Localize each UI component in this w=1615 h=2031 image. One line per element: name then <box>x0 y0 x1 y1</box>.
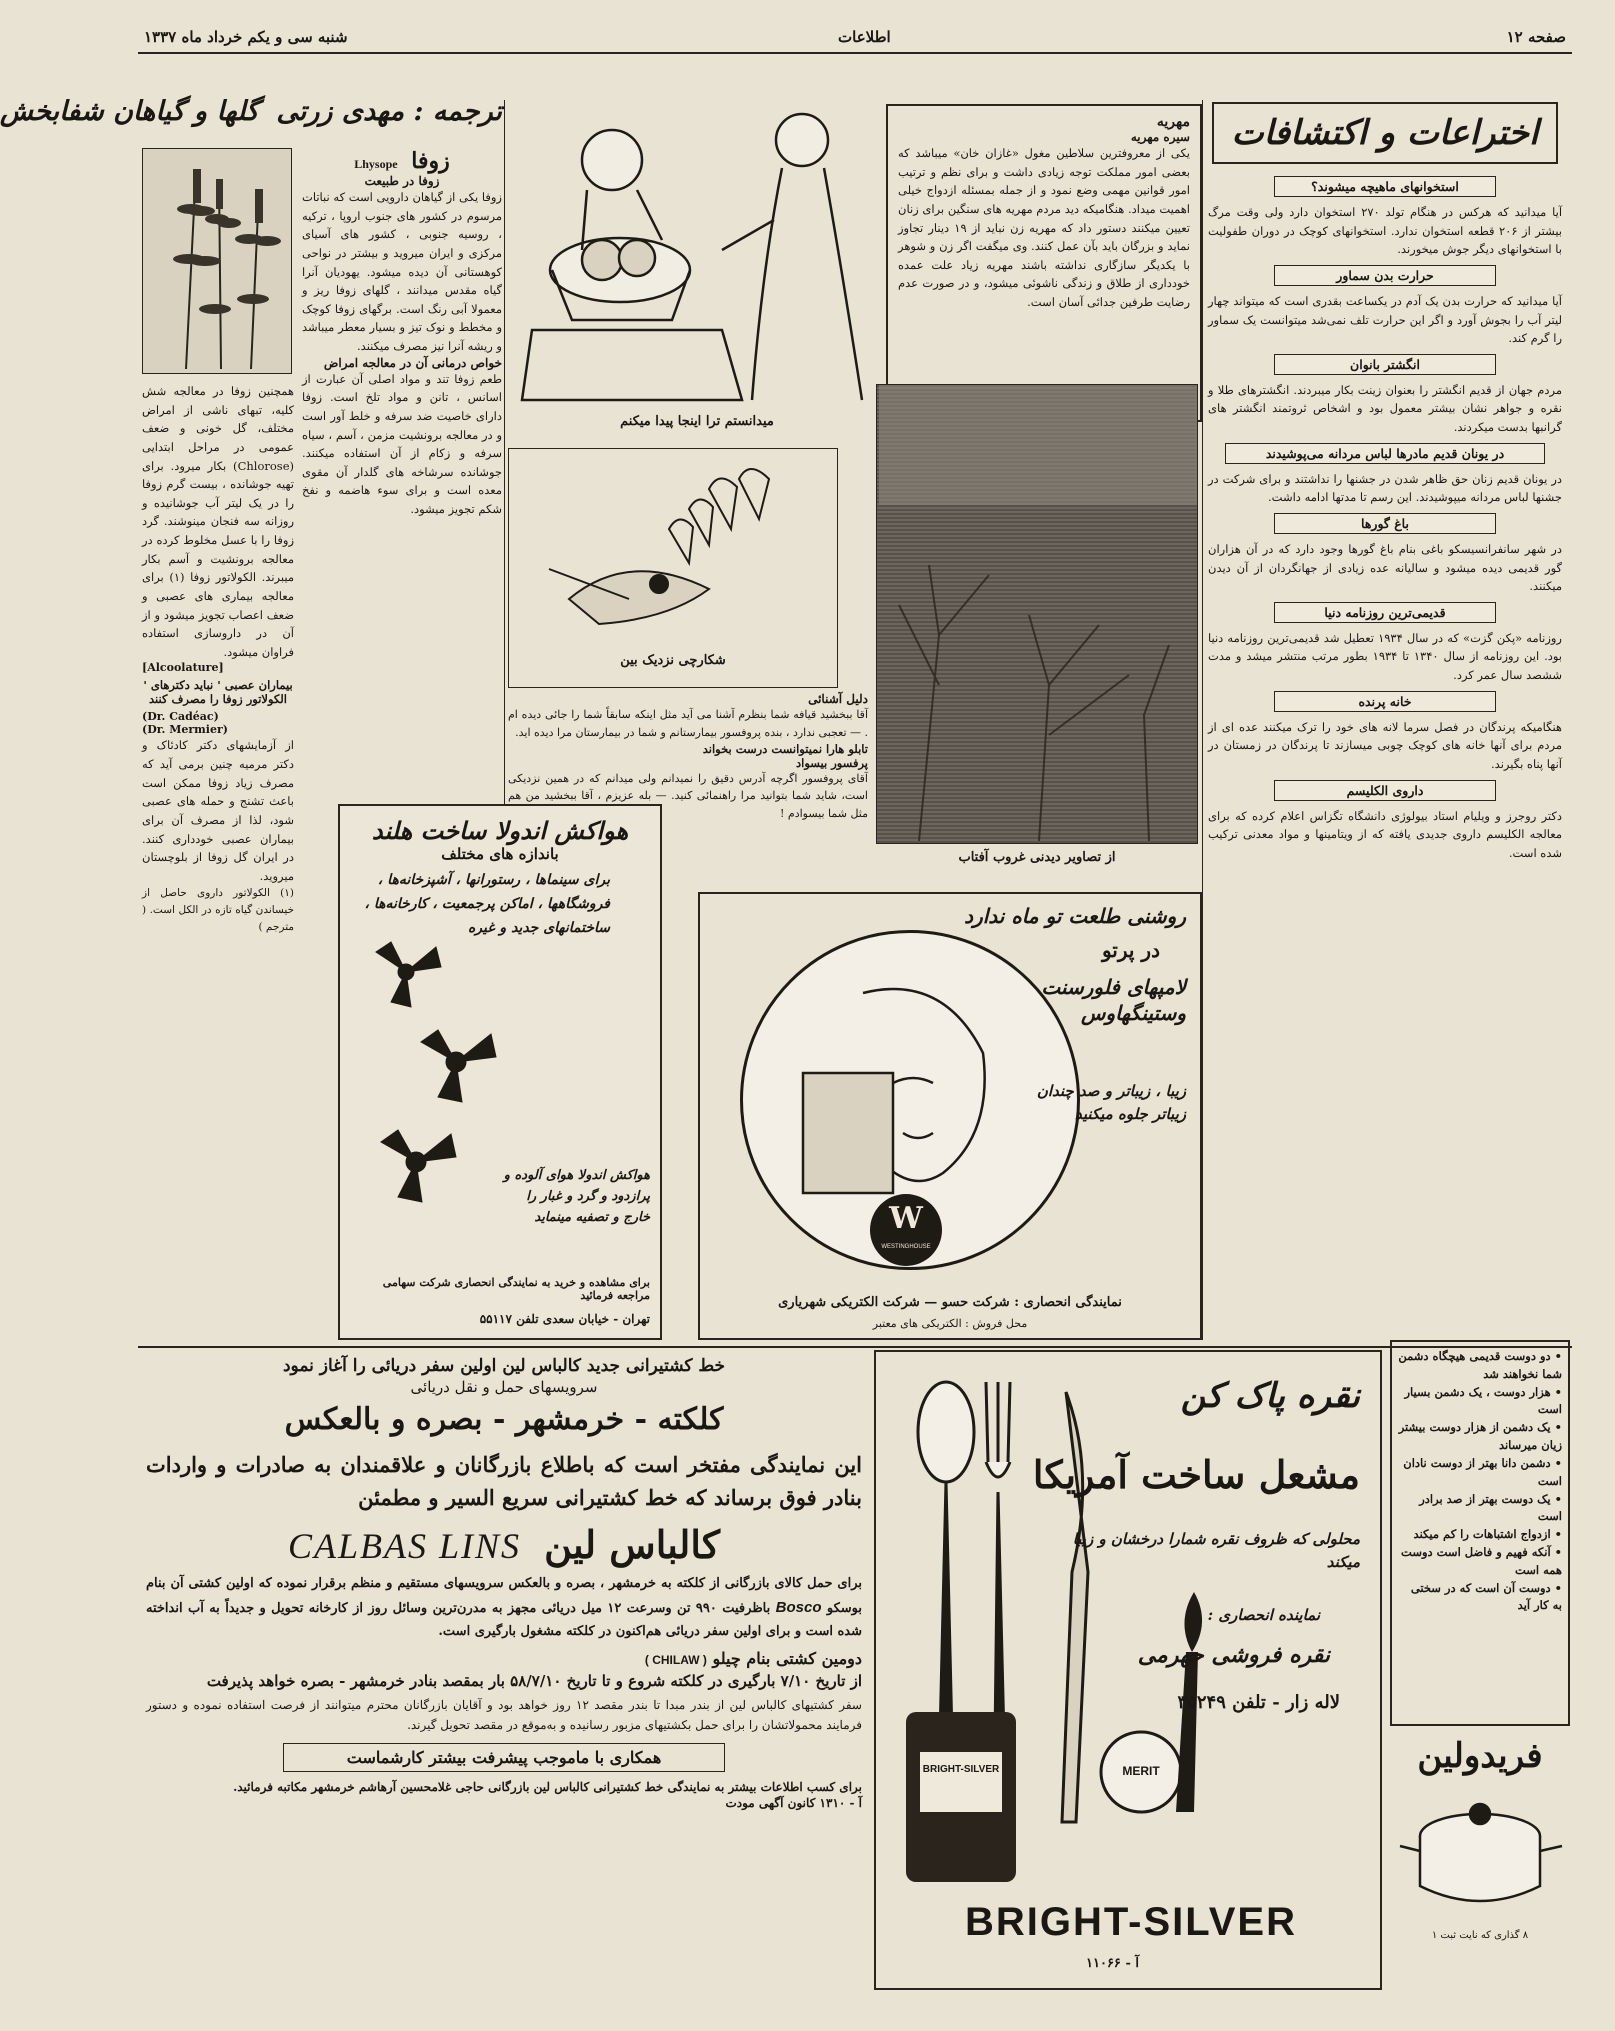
doctor-name: (Dr. Cadéac) <box>142 710 219 724</box>
masthead-rule <box>138 52 1572 54</box>
quotes-box <box>1390 1340 1570 1726</box>
fact-text: آیا میدانید که حرارت بدن یک آدم در یکساعت بقدری است که میتواند چهار لیتر آب را بجوش آورد و اگر این حرارت تلف نمی‌شد میتوانست یک سماور را گرم کند. <box>1208 293 1562 346</box>
fact-heading: در یونان قدیم مادرها لباس مردانه می‌پوشیدند <box>1225 443 1546 464</box>
quote-item: • هزار دوست ، یک دشمن بسیار است <box>1398 1384 1562 1420</box>
ship-body: برای حمل کالای بازرگانی از کلکته به خرمشهر ، بصره و بالعکس سرویسهای مستقیم و منظم برقرار نموده که اولین کشتی آن بنام بوسکو Bosco باظرفیت ۹۹۰ تن وسرعت ۱۲ میل دریائی مجهز به مدرن‌ترین وسائل روز از کارخانه تحویل و جدیداً به آب انداخته شده است و برای اولین سفر دریائی هم‌اکنون در کلکته مشغول بارگیری است. <box>146 1576 862 1639</box>
quote-item: • آنکه فهیم و فاضل است دوست همه است <box>1398 1544 1562 1580</box>
fact-heading: حرارت بدن سماور <box>1274 265 1495 286</box>
facts-title: اختراعات و اکتشافات <box>1212 102 1558 164</box>
mehrieh-article <box>886 104 1202 422</box>
fact-text: در شهر سانفرانسیسکو باغی بنام باغ گورها وجود دارد که در آن هزاران گور قدیمی دیده میشود و سالیانه عده زیادی از جهانگردان از آن دیدن میکنند. <box>1208 541 1562 594</box>
ship-body: سفر کشتیهای کالباس لین از بندر مبدا تا بندر مقصد ۱۲ روز خواهد بود و آقایان بازرگانان محترم میتوانند از فرصت استفاده نموده و دستور فرمایند محمولاتشان را برای حمل بکشتیهای مزبور رسانیده و به‌موقع در مقصد تحویل گیرند. <box>146 1698 862 1732</box>
fact-text: هنگامیکه پرندگان در فصل سرما لانه های خود را ترک میکنند عده ای از مردم برای آنها خانه های کوچک چوبی میسازند تا پرندگان در زمستان در آنها پناه بگیرند. <box>1208 719 1562 771</box>
cartoon-drawing <box>509 449 837 649</box>
fact-text: دکتر روجرز و ویلیام استاد بیولوژی دانشگاه تگزاس اعلام کرده که برای معالجه الکلیسم داروی جدیدی یافته که از ویتامینها و مواد معدنی ترکیب شده است. <box>1208 808 1562 860</box>
herbs-col-left <box>142 382 294 1338</box>
ad-slogan: هواکش اندولا هوای آلوده و پرازدود و گرد و غبار را خارج و تصفیه مینماید <box>503 1168 650 1225</box>
fact-heading: خانه پرنده <box>1274 691 1495 712</box>
ship-intro: این نمایندگی مفتخر است که باطلاع بازرگانان و علاقمندان به صادرات و واردات بنادر فوق برساند که خط کشتیرانی سریع السیر و مطمئن <box>146 1452 862 1510</box>
fact-item <box>1208 265 1562 348</box>
footnote: (۱) الکولاتور داروی حاصل از خیساندن گیاه تازه در الکل است. ( مترجم ) <box>142 887 294 934</box>
cartoon-drawing <box>512 100 882 410</box>
silver-polish-ad <box>874 1350 1382 1990</box>
cooking-pot-icon <box>1390 1776 1570 1926</box>
cartoon-caption: میدانستم ترا اینجا پیدا میکنم <box>620 414 774 429</box>
ad-rep: برای مشاهده و خرید به نمایندگی انحصاری شرکت سهامی مراجعه فرمائید <box>382 1276 650 1302</box>
section-heading: خواص درمانی آن در معالجه امراض <box>323 355 502 370</box>
silver-rep: نماینده انحصاری : <box>1207 1606 1320 1624</box>
issue-date: شنبه سی و یکم خرداد ماه ۱۳۳۷ <box>144 28 348 46</box>
herbs-text: همچنین زوفا در معالجه شش کلیه، تبهای ناشی از امراض مختلف، گل خونی و ضعف عمومی در مراحل ابتدایی (Chlorose) بکار میرود. برای تهیه جوشانده ، بیست گرم زوفا را در یک لیتر آب جوشانیده و روزانه سه فنجان مینوشند. گرد زوفا را با عسل مخلوط کرده در معالجه برونشیت و آسم بکار میبرند. الکولاتور زوفا (۱) برای معالجه بیماری های عصبی و ضعف اعصاب تجویز میشود و از آن در داروسازی استفاده فراوان میشود. <box>142 384 294 659</box>
fact-text: روزنامه «پکن گزت» که در سال ۱۹۳۴ تعطیل شد قدیمی‌ترین روزنامه دنیا بود. این روزنامه از سال ۱۳۴۰ تا ۱۹۳۴ بطور مرتب منتشر میشد و مدت ششصد سال عمر کرد. <box>1208 630 1563 682</box>
fact-text: در یونان قدیم زنان حق ظاهر شدن در جشنها را نداشتند و برای شرکت در جشنها لباس مردانه میپوشیدند. این رسم تا مدتها ادامه داشت. <box>1208 471 1562 505</box>
comic-caption: ۸ گذاری که نایت ثبت ۱ <box>1431 1930 1529 1941</box>
quote-item: • دوست آن است که در سختی به کار آید <box>1398 1580 1562 1616</box>
ship-banner: همکاری با ماموجب پیشرفت بیشتر کارشماست <box>283 1743 725 1772</box>
doctor-name: (Dr. Mermier) <box>142 723 228 737</box>
silver-code: آ - ۱۱۰۶۶ <box>1086 1956 1139 1971</box>
plant-name: زوفا Lhysope <box>354 148 450 174</box>
fact-heading: استخوانهای ماهیچه میشوند؟ <box>1274 176 1495 197</box>
article-text: یکی از معروفترین سلاطین مغول «غازان خان» میباشد که بعضی امور مملکت توجه زیادی داشت و برای نظم و ترتیب امور قوانین مهمی وضع نمود و از جمله بمسئله ازدواج خیلی اهمیت میداد. هنگامیکه دید مردم مهریه های سنگین برای زنان تعیین میکنند دستور داد که مهریه زن نباید از ۱۹ دینار تجاوز نماید و بزرگان باید بآن عمل کنند. وی میگفت اگر زن و شوهر با یکدیگر سازگاری نداشته باشند مهریه زیاد علت عمده خودداری از طلاق و زندگی ناشوئی میشود، و در صورت عدم رضایت طرفین جدائی آسان است. <box>898 146 1190 309</box>
article-title: مهریه <box>1156 114 1190 130</box>
fact-heading: باغ گورها <box>1274 513 1495 534</box>
ship-code: آ - ۱۳۱۰ کانون آگهی مودت <box>725 1796 862 1811</box>
cartoon-caption: شکارچی نزدیک بین <box>620 653 726 668</box>
silver-address: لاله زار - تلفن ۳۵۲۴۹ <box>1177 1692 1340 1713</box>
ship-headline: خط کشتیرانی جدید کالباس لین اولین سفر دریائی را آغاز نمود <box>282 1356 726 1376</box>
silver-desc: محلولی که ظروف نقره شمارا درخشان و زیبا میکند <box>1072 1530 1360 1571</box>
ad-sizes: باندازه های مختلف <box>441 845 559 863</box>
alcoolature-term: [Alcoolature] <box>142 661 224 675</box>
fan-icon <box>366 922 506 1222</box>
bulb-slogan: زیبا ، زیباتر و صد چندان زیباتر جلوه میکنید <box>1036 1082 1186 1123</box>
cutlery-icon <box>876 1352 1380 1992</box>
silver-shop: نقره فروشی جهرمی <box>1137 1642 1330 1668</box>
quote-item: • دشمن دانا بهتر از دوست نادان است <box>1398 1455 1562 1491</box>
herbs-text: طعم زوفا تند و مواد اصلی آن عبارت از اسانس ، تانن و مواد تلخ است. زوفا دارای خاصیت ضد سرفه و خلط آور است و در معالجه برونشیت مزمن ، آسم ، سیاه سرفه و زکام از آن استفاده میکنند. جوشانده سرشاخه های گلدار آن مقوی معده است و برای سوء هاضمه و نفخ شکم تجویز میشود. <box>302 371 502 516</box>
silver-brand: مشعل ساخت آمریکا <box>1032 1452 1360 1497</box>
ship-dates: از تاریخ ۷/۱۰ بارگیری در کلکته شروع و تا تاریخ ۵۸/۷/۱۰ بار بمقصد بنادر خرمشهر - بصره خواهد پذیرفت <box>206 1671 862 1690</box>
quote-item: • یک دوست بهتر از صد برادر است <box>1398 1491 1562 1527</box>
column-rule <box>1202 100 1203 1340</box>
bulb-headline: روشنی طلعت تو ماه ندارد <box>964 904 1186 928</box>
herbs-title: ترجمه : مهدی زرتی گلها و گیاهان شفابخش <box>0 96 502 127</box>
sunset-trees-icon <box>879 385 1197 841</box>
joke-text: آقای پروفسور اگرچه آدرس دقیق را نمیدانم ولی میدانم که در همین نزدیکی است، شاید شما بتوانید مرا راهنمائی کنید. — بله عزیزم ، آقا ببخشید من هم مثل شما بیسوادم ! <box>508 771 868 821</box>
photo-caption: از تصاویر دیدنی غروب آفتاب <box>958 850 1116 865</box>
joke-caption: تابلو هارا نمیتوانست درست بخواند <box>702 741 868 756</box>
cartoon-nearsighted-hunter <box>508 448 838 688</box>
hyssop-plant-icon <box>141 149 291 375</box>
newspaper-name: اطلاعات <box>838 28 891 46</box>
section-heading: زوفا در طبیعت <box>364 174 440 188</box>
shipping-ad <box>142 1352 866 1992</box>
fact-item <box>1208 780 1562 863</box>
quotes-list <box>1394 1348 1566 1615</box>
sunset-photo-box <box>872 384 1202 874</box>
joke-text: آقا ببخشید قیافه شما بنظرم آشنا می آید مثل اینکه سابقاً شما را جائی دیده ام . — تعجبی ندارد ، بنده پروفسور بیمارستانم و شما در بیمارستان مرا دیده اید. <box>508 708 868 739</box>
ship-contact: برای کسب اطلاعات بیشتر به نمایندگی خط کشتیرانی کالباس لین بازرگانی حاجی غلامحسین آرهاشم خرمشهر مکاتبه فرمائید. <box>233 1780 862 1795</box>
article-subtitle: سیره مهریه <box>1130 130 1190 144</box>
fact-heading: انگشتر بانوان <box>1274 354 1495 375</box>
ad-uses: برای سینماها ، رستورانها ، آشپزخانه‌ها ، فروشگاهها ، اماکن پرجمعیت ، کارخانه‌ها ، ساختمانهای جدید و غیره <box>364 872 610 936</box>
quote-item: • دو دوست قدیمی هیچگاه دشمن شما نخواهند شد <box>1398 1348 1562 1384</box>
fact-item <box>1208 176 1562 259</box>
ship-brand: کالباس لین CALBAS LINS <box>287 1522 720 1568</box>
bulb-dealer: نمایندگی انحصاری : شرکت حسو — شرکت الکتریکی شهریاری <box>778 1295 1122 1310</box>
silver-banner: BRIGHT-SILVER <box>965 1900 1297 1944</box>
fact-text: آیا میدانید که هرکس در هنگام تولد ۲۷۰ استخوان دارد ولی وقت مرگ بیشتر از ۲۰۶ قطعه استخوان ندارد. استخوانهای کوچک در دوران طفولیت با استخوانهای دیگر جوش میخورند. <box>1208 205 1563 257</box>
herbs-text: زوفا یکی از گیاهان دارویی است که نباتات مرسوم در کشور های جنوب اروپا ، ترکیه ، روسیه جنوبی ، کشور های آسیای مرکزی و ایران میروید و بیشتر در نواحی کوهستانی آن دیده میشود. یهودیان آنرا گیاه مقدس میدانند ، گلهای زوفا ریز و معمولا آبی رنگ است. برگهای زوفا کوچک و مخطط و نوک تیز و بسیار معطر میباشد و ریشه آنرا نیز مصرف میکنند. <box>302 190 502 353</box>
fact-heading: قدیمی‌ترین روزنامه دنیا <box>1274 602 1495 623</box>
jar-label: BRIGHT-SILVER <box>922 1764 1000 1775</box>
silver-headline: نقره پاک کن <box>1180 1376 1360 1416</box>
page-number: صفحه ۱۲ <box>1506 28 1566 46</box>
facts-column <box>1208 96 1562 1344</box>
masthead <box>138 22 1572 52</box>
bulb-sale: محل فروش : الکتریکی های معتبر <box>872 1317 1028 1330</box>
fact-item <box>1208 602 1562 685</box>
fact-item <box>1208 443 1562 507</box>
fact-heading: داروی الکلیسم <box>1274 780 1495 801</box>
fact-text: مردم جهان از قدیم انگشتر را بعنوان زینت بکار میبردند. انگشترهای طلا و نقره و جواهر نشان بیشتر معمول بود و اشخاص ثروتمند انگشتر های گرانبها بدست میکردند. <box>1208 382 1562 434</box>
joke-title: دلیل آشنائی <box>808 692 868 706</box>
fan-ad <box>338 804 662 1340</box>
ad-address: تهران - خیابان سعدی تلفن ۵۵۱۱۷ <box>479 1312 650 1326</box>
warning-heading: بیماران عصبی ' نباید دکترهای ' الکولاتور زوفا را مصرف کنند <box>143 678 293 707</box>
fact-item <box>1208 691 1562 774</box>
fact-item <box>1208 513 1562 596</box>
ship-second: دومین کشتی بنام چیلو ( CHILAW ) <box>644 1648 862 1668</box>
ship-sub: سرویسهای حمل و نقل دریائی <box>410 1378 598 1396</box>
fact-item <box>1208 354 1562 437</box>
quote-item: • یک دشمن از هزار دوست بیشتر زیان میرساند <box>1398 1419 1562 1455</box>
ship-route: کلکته - خرمشهر - بصره و بالعکس <box>284 1402 724 1437</box>
bulb-line: در پرتو <box>1101 938 1160 962</box>
ad-title: هواکش اندولا ساخت هلند <box>371 816 629 845</box>
quote-item: • ازدواج اشتباهات را کم میکند <box>1398 1526 1562 1544</box>
fridolin-comic <box>1390 1736 1570 1986</box>
comic-title: فریدولین <box>1417 1736 1543 1776</box>
joke-subtitle: پرفسور بیسواد <box>796 755 868 770</box>
herbs-text: از آزمایشهای دکتر کادئاک و دکتر مرمیه چنین برمی آید که مصرف زیاد زوفا ممکن است باعث تشنج و حمله های عصبی شود، لذا از مصرف آن برای بیماران عصبی خودداری کنند. در ایران گل زوفا از بلوچستان میروید. <box>142 738 294 883</box>
sunset-photo <box>876 384 1198 844</box>
cartoon-found-you <box>512 100 882 440</box>
westinghouse-logo: W WESTINGHOUSE <box>870 1194 942 1266</box>
facts-list <box>1208 176 1562 862</box>
section-rule <box>138 1346 1572 1348</box>
bulb-ad <box>698 892 1202 1340</box>
merit-badge: MERIT <box>1122 1764 1160 1778</box>
bulb-brand: لامپهای فلورسنت وستینگهاوس <box>1041 975 1186 1025</box>
hyssop-illustration <box>142 148 292 374</box>
